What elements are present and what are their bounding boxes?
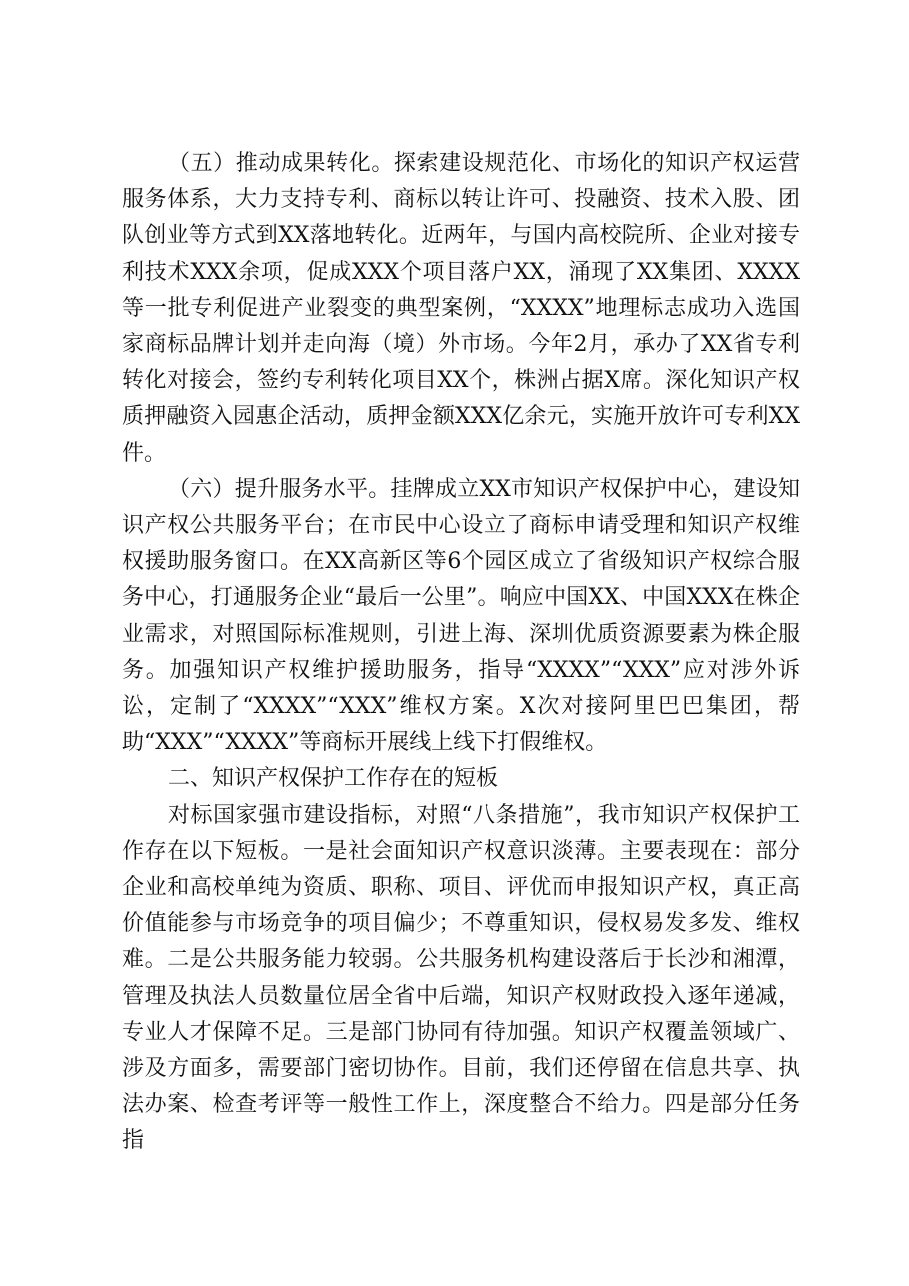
paragraph-improve-service: （六）提升服务水平。挂牌成立XX市知识产权保护中心，建设知识产权公共服务平台；在市民中心设立了商标申请受理和知识产权维权援助服务窗口。在XX高新区等6个园区成立了省级知识产权综合服务中心，打通服务企业“最后一公里”。响应中国XX、中国XXX在株企业需求，对照国际标准规则，引进上海、深圳优质资源要素为株企服务。加强知识产权维护援助服务，指导“XXXX”“XXX”应对涉外诉讼，定制了“XXXX”“XXX”维权方案。X次对接阿里巴巴集团，帮助“XXX”“XXXX”等商标开展线上线下打假维权。 (122, 476, 800, 756)
paragraph-promote-transformation: （五）推动成果转化。探索建设规范化、市场化的知识产权运营服务体系，大力支持专利、商标以转让许可、投融资、技术入股、团队创业等方式到XX落地转化。近两年，与国内高校院所、企业对接专利技术XXX余项，促成XXX个项目落户XX，涌现了XX集团、XXXX等一批专利促进产业裂变的典型案例，“XXXX”地理标志成功入选国家商标品牌计划并走向海（境）外市场。今年2月，承办了XX省专利转化对接会，签约专利转化项目XX个，株洲占据X席。深化知识产权质押融资入园惠企活动，质押金额XXX亿余元，实施开放许可专利XX件。 (122, 151, 800, 466)
document-body (122, 146, 800, 1160)
section-heading: 二、知识产权保护工作存在的短板 (168, 766, 499, 792)
paragraph-shortcomings: 对标国家强市建设指标，对照“八条措施”，我市知识产权保护工作存在以下短板。一是社会面知识产权意识淡薄。主要表现在：部分企业和高校单纯为资质、职称、项目、评优而申报知识产权，真正高价值能参与市场竞争的项目偏少；不尊重知识，侵权易发多发、维权难。二是公共服务能力较弱。公共服务机构建设落后于长沙和湘潭，管理及执法人员数量位居全省中后端，知识产权财政投入逐年递减，专业人才保障不足。三是部门协同有待加强。知识产权覆盖领域广、涉及方面多，需要部门密切协作。目前，我们还停留在信息共享、执法办案、检查考评等一般性工作上，深度整合不给力。四是部分任务指 (122, 802, 800, 1154)
